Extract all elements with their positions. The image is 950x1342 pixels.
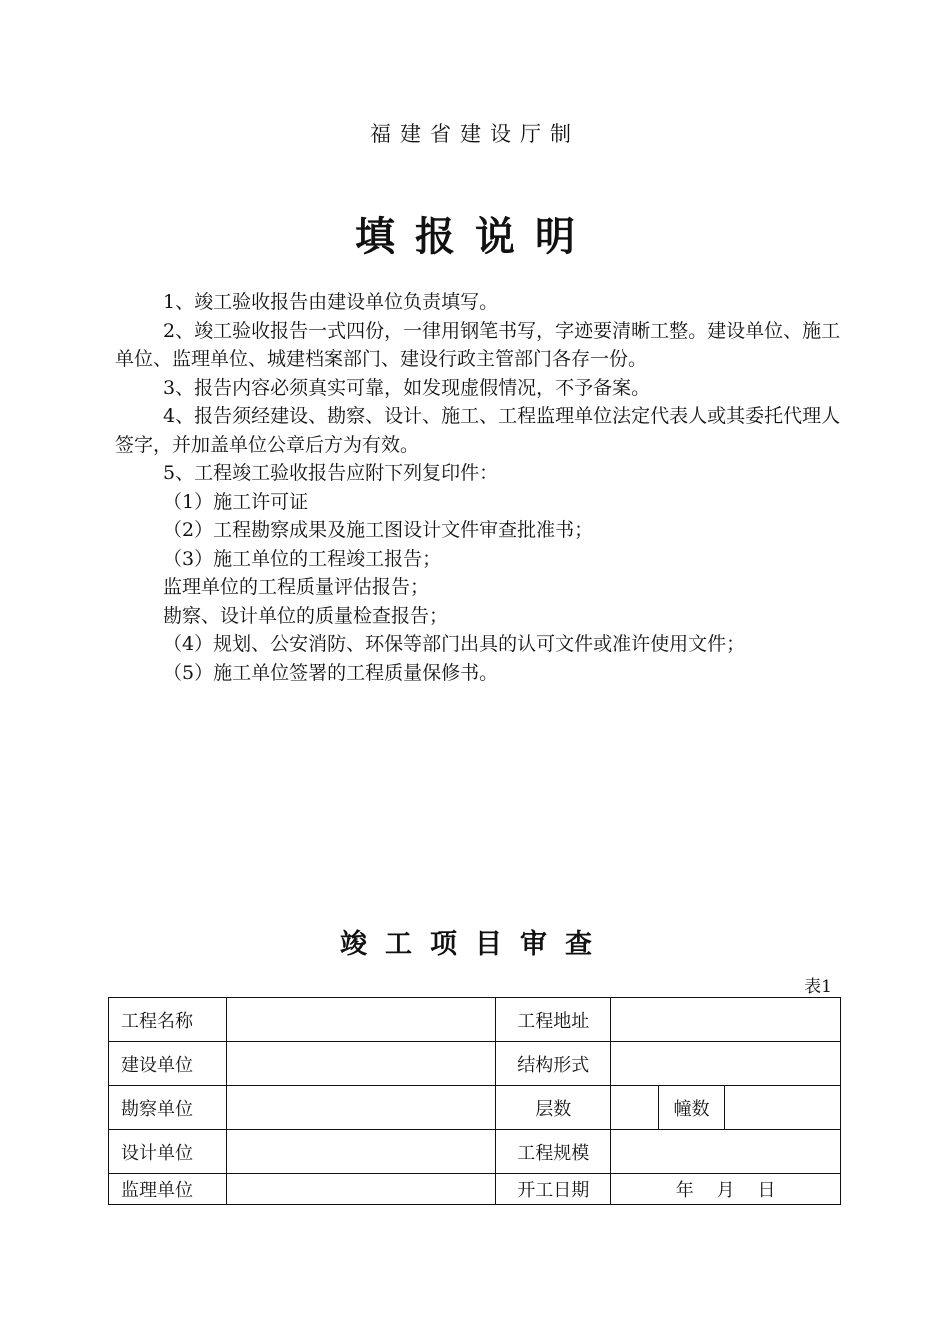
- supervisor-label: 监理单位: [109, 1174, 227, 1205]
- scale-label: 工程规模: [496, 1130, 611, 1174]
- review-title: 竣工项目审查: [340, 929, 610, 960]
- attachment-item: 监理单位的工程质量评估报告；: [163, 576, 430, 598]
- structure-label: 结构形式: [496, 1042, 611, 1086]
- issuer-line: 福建省建设厅制: [370, 122, 580, 146]
- instructions-section: [115, 288, 843, 687]
- project-name-field[interactable]: [226, 998, 496, 1042]
- table-row: [109, 1130, 841, 1174]
- table-number: 表1: [804, 977, 832, 997]
- project-address-label: 工程地址: [496, 998, 611, 1042]
- surveyor-label: 勘察单位: [109, 1086, 227, 1130]
- attachment-item: （1）施工许可证: [163, 490, 309, 513]
- attachment-item: （5）施工单位签署的工程质量保修书。: [163, 661, 499, 684]
- table-row: [109, 1042, 841, 1086]
- floors-field[interactable]: [611, 1086, 659, 1130]
- page-title: 填报说明: [355, 214, 595, 260]
- instruction-item: 2、竣工验收报告一式四份，一律用钢笔书写，字迹要清晰工整。建设单位、施工单位、监理单位、城建档案部门、建设行政主管部门各存一份。: [115, 319, 841, 370]
- table-row: [109, 998, 841, 1042]
- start-date-label: 开工日期: [496, 1174, 611, 1205]
- project-address-field[interactable]: [611, 998, 841, 1042]
- attachment-item: （2）工程勘察成果及施工图设计文件审查批准书；: [163, 519, 594, 541]
- attachment-item: （4）规划、公安消防、环保等部门出具的认可文件或准许使用文件；: [163, 633, 746, 655]
- project-name-label: 工程名称: [109, 998, 227, 1042]
- table-row: [109, 1174, 841, 1205]
- supervisor-field[interactable]: [226, 1174, 496, 1205]
- attachment-item: （3）施工单位的工程竣工报告；: [163, 547, 442, 570]
- builder-label: 建设单位: [109, 1042, 227, 1086]
- table-row: [109, 1086, 841, 1130]
- project-review-table: [108, 997, 841, 1205]
- instruction-item: 5、工程竣工验收报告应附下列复印件：: [163, 462, 499, 484]
- designer-label: 设计单位: [109, 1130, 227, 1174]
- designer-field[interactable]: [226, 1130, 496, 1174]
- buildings-label: 幢数: [659, 1086, 725, 1130]
- builder-field[interactable]: [226, 1042, 496, 1086]
- scale-field[interactable]: [611, 1130, 841, 1174]
- floors-label: 层数: [496, 1086, 611, 1130]
- attachment-item: 勘察、设计单位的质量检查报告；: [163, 604, 449, 627]
- surveyor-field[interactable]: [226, 1086, 496, 1130]
- start-date-field[interactable]: 年 月 日: [611, 1174, 841, 1205]
- instruction-item: 3、报告内容必须真实可靠，如发现虚假情况，不予备案。: [163, 376, 651, 399]
- instruction-item: 1、竣工验收报告由建设单位负责填写。: [163, 291, 499, 313]
- instruction-item: 4、报告须经建设、勘察、设计、施工、工程监理单位法定代表人或其委托代理人签字，并加盖单位公章后方为有效。: [115, 405, 841, 456]
- structure-field[interactable]: [611, 1042, 841, 1086]
- buildings-field[interactable]: [725, 1086, 841, 1130]
